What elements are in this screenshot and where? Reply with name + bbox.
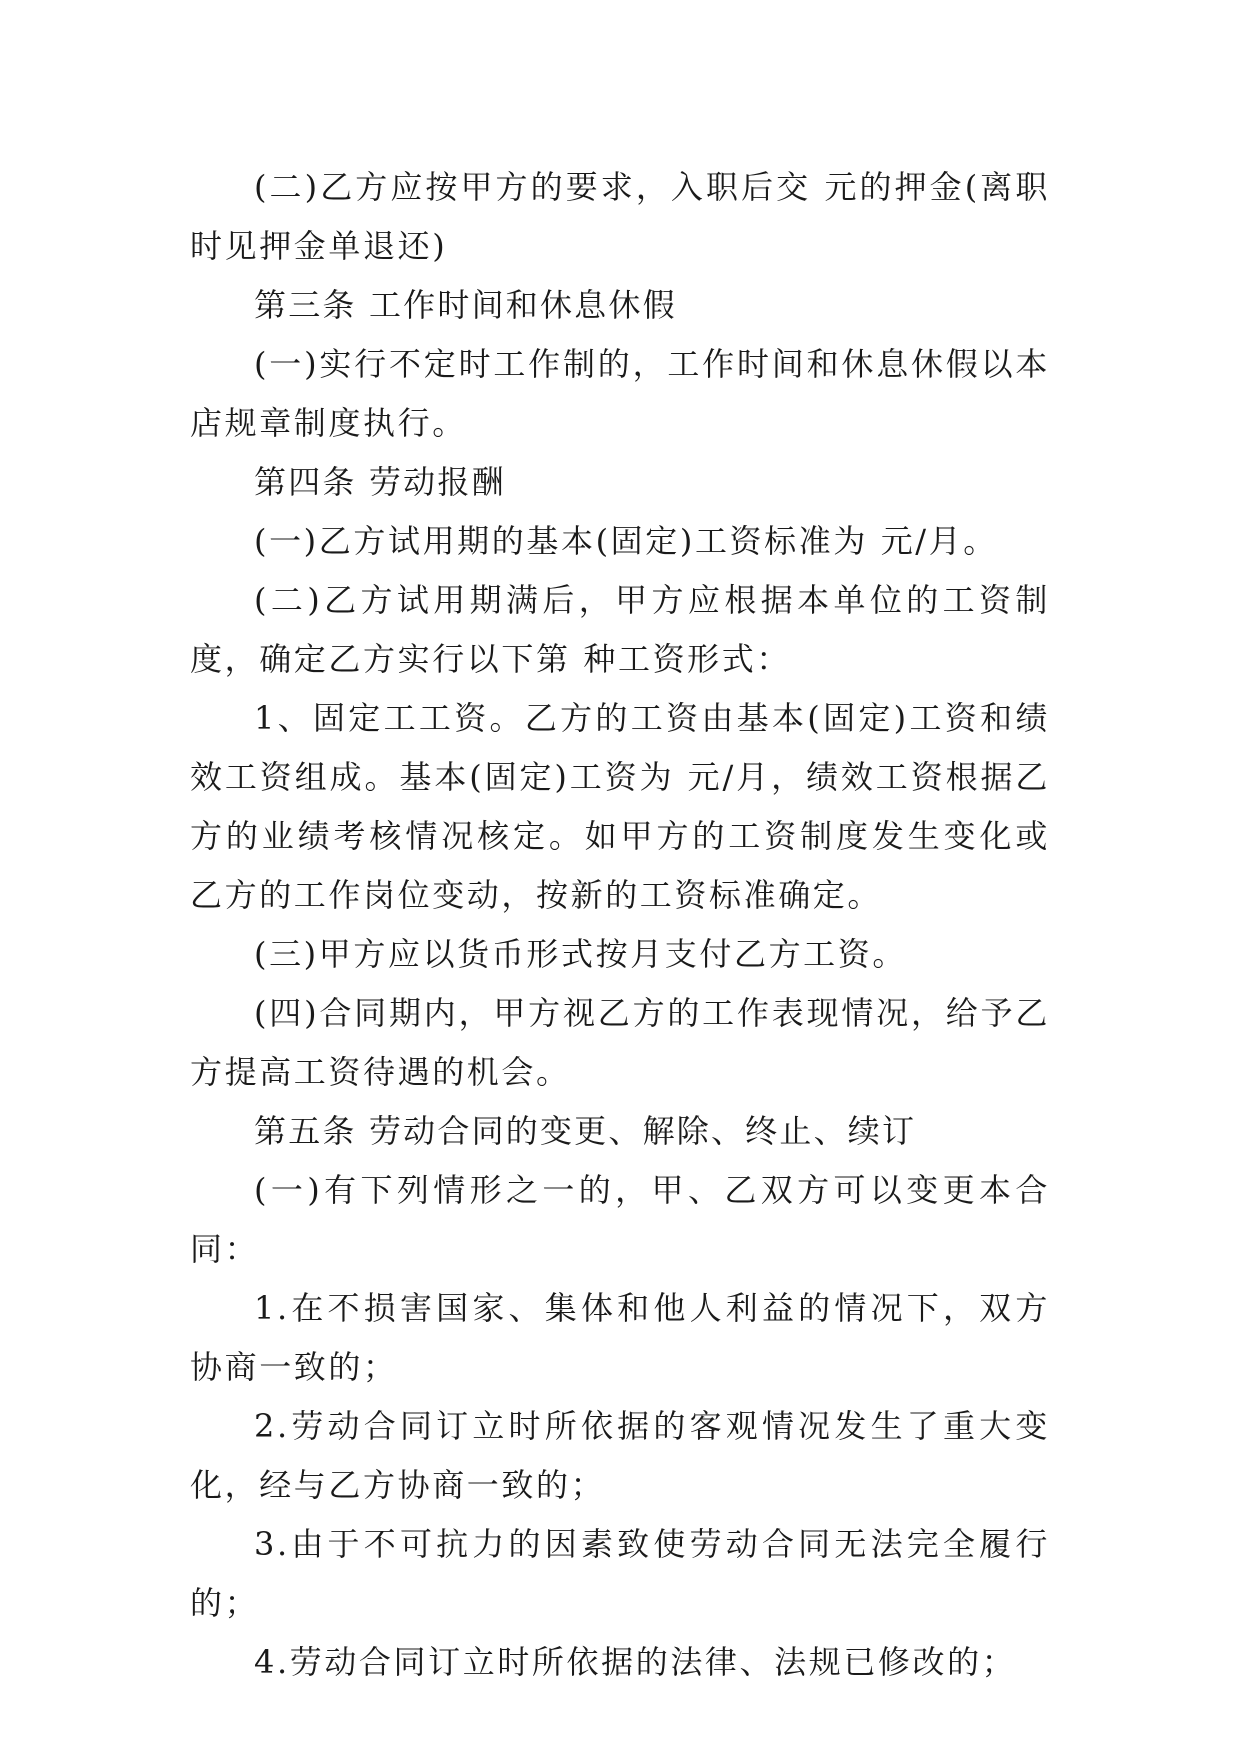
list-item-4: 4.劳动合同订立时所依据的法律、法规已修改的； (254, 1643, 1017, 1681)
paragraph-deposit: (二)乙方应按甲方的要求，入职后交 元的押金(离职时见押金单退还) (190, 168, 1050, 265)
paragraph-probation-wage: (一)乙方试用期的基本(固定)工资标准为 元/月。 (254, 522, 998, 560)
list-item-1: 1.在不损害国家、集体和他人利益的情况下，双方协商一致的； (190, 1289, 1050, 1386)
list-item-2: 2.劳动合同订立时所依据的客观情况发生了重大变化，经与乙方协商一致的； (190, 1407, 1050, 1504)
paragraph-change-conditions: (一)有下列情形之一的，甲、乙双方可以变更本合同： (190, 1171, 1050, 1268)
paragraph-working-hours: (一)实行不定时工作制的，工作时间和休息休假以本店规章制度执行。 (190, 345, 1050, 442)
paragraph-raise-opportunity: (四)合同期内，甲方视乙方的工作表现情况，给予乙方提高工资待遇的机会。 (190, 994, 1050, 1091)
article-5-heading: 第五条 劳动合同的变更、解除、终止、续订 (254, 1112, 917, 1150)
document-body (190, 158, 1050, 1692)
paragraph-payment-method: (三)甲方应以货币形式按月支付乙方工资。 (254, 935, 907, 973)
article-3-heading: 第三条 工作时间和休息休假 (254, 286, 677, 324)
list-item-3: 3.由于不可抗力的因素致使劳动合同无法完全履行的； (190, 1525, 1050, 1622)
paragraph-wage-form: (二)乙方试用期满后，甲方应根据本单位的工资制度，确定乙方实行以下第 种工资形式： (190, 581, 1050, 678)
article-4-heading: 第四条 劳动报酬 (254, 463, 506, 501)
paragraph-fixed-wage: 1、固定工工资。乙方的工资由基本(固定)工资和绩效工资组成。基本(固定)工资为 元/月，绩效工资根据乙方的业绩考核情况核定。如甲方的工资制度发生变化或乙方的工作岗位变动，按新的工资标准确定。 (190, 699, 1050, 914)
